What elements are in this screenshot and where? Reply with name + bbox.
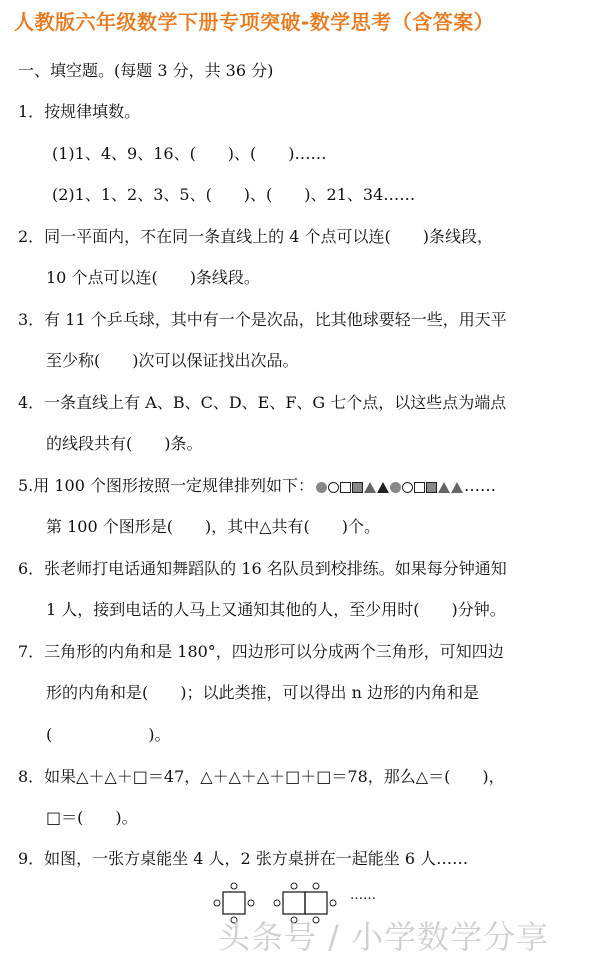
- question-5-line-1: [18, 475, 496, 498]
- question-7-line-1: 7．三角形的内角和是 180°，四边形可以分成两个三角形，可知四边: [18, 642, 504, 661]
- square-icon: [414, 482, 425, 493]
- question-2-line-1: 2．同一平面内，不在同一条直线上的 4 个点可以连( )条线段，: [18, 227, 494, 246]
- shape-sequence: [316, 476, 464, 498]
- filled-square-icon: [352, 482, 363, 493]
- question-8-line-1: 8．如果△＋△＋□＝47，△＋△＋△＋□＋□＝78，那么△＝( )，: [18, 767, 505, 786]
- question-5-ellipsis: ……: [463, 476, 496, 495]
- page-title: 人教版六年级数学下册专项突破-数学思考（含答案）: [14, 10, 495, 34]
- watermark: 头条号 / 小学数学分享: [218, 918, 550, 956]
- circle-icon: [328, 482, 339, 493]
- question-7-line-3: ( )。: [46, 725, 171, 744]
- triangle-icon: [451, 482, 463, 493]
- question-1: 1．按规律填数。: [18, 102, 141, 121]
- question-3-line-2: 至少称( )次可以保证找出次品。: [46, 351, 299, 370]
- circle-icon: [402, 482, 413, 493]
- question-9: 9．如图，一张方桌能坐 4 人，2 张方桌拼在一起能坐 6 人……: [18, 849, 469, 868]
- question-2-line-2: 10 个点可以连( )条线段。: [46, 268, 260, 287]
- question-6-line-2: 1 人，接到电话的人马上又通知其他的人，至少用时( )分钟。: [46, 600, 506, 619]
- question-7-line-2: 形的内角和是( )；以此类推，可以得出 n 边形的内角和是: [46, 683, 479, 702]
- filled-circle-icon: [390, 482, 401, 493]
- question-5-prefix: 5.用 100 个图形按照一定规律排列如下：: [18, 476, 314, 495]
- filled-triangle-icon: [377, 482, 389, 493]
- question-4-line-2: 的线段共有( )条。: [46, 434, 203, 453]
- question-4-line-1: 4．一条直线上有 A、B、C、D、E、F、G 七个点，以这些点为端点: [18, 393, 507, 412]
- question-1-part-2: (2)1、1、2、3、5、( )、( )、21、34……: [52, 185, 416, 204]
- section-heading: 一、填空题。(每题 3 分，共 36 分): [18, 61, 274, 80]
- question-6-line-1: 6．张老师打电话通知舞蹈队的 16 名队员到校排练。如果每分钟通知: [18, 559, 507, 578]
- filled-circle-icon: [316, 482, 327, 493]
- question-1-part-1: (1)1、4、9、16、( )、( )……: [52, 144, 327, 163]
- triangle-icon: [438, 482, 450, 493]
- question-8-line-2: □＝( )。: [46, 808, 138, 827]
- filled-square-icon: [426, 482, 437, 493]
- question-3-line-1: 3．有 11 个乒乓球，其中有一个是次品，比其他球要轻一些，用天平: [18, 310, 507, 329]
- square-icon: [340, 482, 351, 493]
- question-5-line-2: 第 100 个图形是( )，其中△共有( )个。: [46, 517, 380, 536]
- figure-ellipsis: ……: [350, 888, 376, 903]
- triangle-icon: [364, 482, 376, 493]
